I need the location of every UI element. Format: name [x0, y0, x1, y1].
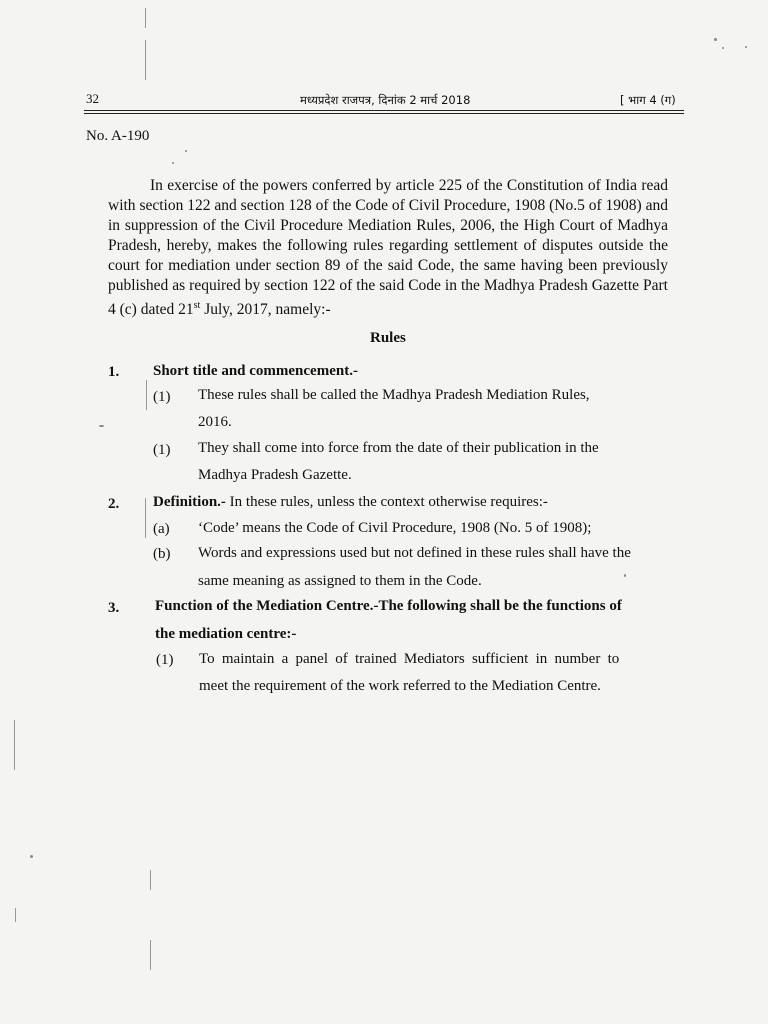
clause-label: (b): [153, 546, 171, 562]
scan-speck: [745, 46, 747, 48]
clause-text: Words and expressions used but not defined in these rules shall have the: [198, 545, 631, 561]
section-title: Short title and commencement.-: [153, 363, 358, 379]
clause-label: (1): [153, 389, 171, 405]
section-number: 3.: [108, 600, 120, 616]
scan-speck: [185, 150, 187, 152]
clause-label: (a): [153, 521, 170, 537]
notification-number: No. A-190: [86, 128, 150, 144]
section-number: 1.: [108, 364, 120, 380]
scan-speck: [99, 425, 104, 427]
scan-mark-line: [15, 908, 16, 922]
clause-text: ‘Code’ means the Code of Civil Procedure, 1908 (No. 5 of 1908);: [198, 520, 592, 536]
clause-text-continued: same meaning as assigned to them in the Code.: [198, 573, 482, 589]
section-title-continued: the mediation centre:-: [155, 626, 297, 642]
clause-text-continued: 2016.: [198, 414, 232, 430]
scan-mark-line: [145, 498, 146, 538]
ordinal-suffix: st: [193, 300, 201, 311]
section-title-rest: In these rules, unless the context otherwise requires:-: [225, 494, 548, 510]
clause-text: They shall come into force from the date of their publication in the: [198, 440, 599, 456]
section-title: Function of the Mediation Centre.-The following shall be the functions of: [155, 598, 622, 614]
scan-speck: [624, 574, 626, 577]
clause-text: To maintain a panel of trained Mediators sufficient in number to: [199, 651, 620, 667]
preamble-text: In exercise of the powers conferred by article 225 of the Constitution of India read with section 122 and section 128 of the Code of Civil Procedure, 1908 (No.5 of 1908) and in suppression of the Civil Procedure Mediation Rules, 2006, the High Court of Madhya Pradesh, hereby, makes the following rules regarding settlement of disputes outside the court for mediation under section 89 of the said Code, the same having been previously published as required by section 122 of the said Code in the Madhya Pradesh Gazette Part 4 (c) dated 21st July, 2017, namely:-: [108, 177, 668, 319]
gazette-title: मध्यप्रदेश राजपत्र, दिनांक 2 मार्च 2018: [300, 93, 471, 107]
clause-label: (1): [153, 442, 171, 458]
section-number: 2.: [108, 496, 120, 512]
scan-speck: [722, 47, 724, 49]
rules-heading: Rules: [370, 330, 406, 346]
scan-mark-line: [145, 8, 146, 28]
scan-mark-line: [146, 380, 147, 410]
preamble-paragraph: [108, 176, 668, 320]
page-number: 32: [86, 91, 99, 106]
gazette-part: [ भाग 4 (ग): [620, 93, 676, 107]
scan-speck: [714, 38, 717, 41]
clause-text-continued: Madhya Pradesh Gazette.: [198, 467, 352, 483]
scan-mark-line: [14, 720, 15, 770]
section-heading-line: [153, 494, 548, 511]
scan-speck: [30, 855, 33, 858]
clause-text-continued: meet the requirement of the work referred to the Mediation Centre.: [199, 678, 601, 694]
scan-mark-line: [145, 40, 146, 80]
clause-text: These rules shall be called the Madhya Pradesh Mediation Rules,: [198, 387, 590, 403]
clause-label: (1): [156, 652, 174, 668]
header-rule: [84, 110, 684, 111]
header-rule-lower: [84, 113, 684, 114]
section-title: Definition.-: [153, 494, 226, 510]
scan-mark-line: [150, 940, 151, 970]
scan-speck: [172, 162, 174, 164]
scan-mark-line: [150, 870, 151, 890]
